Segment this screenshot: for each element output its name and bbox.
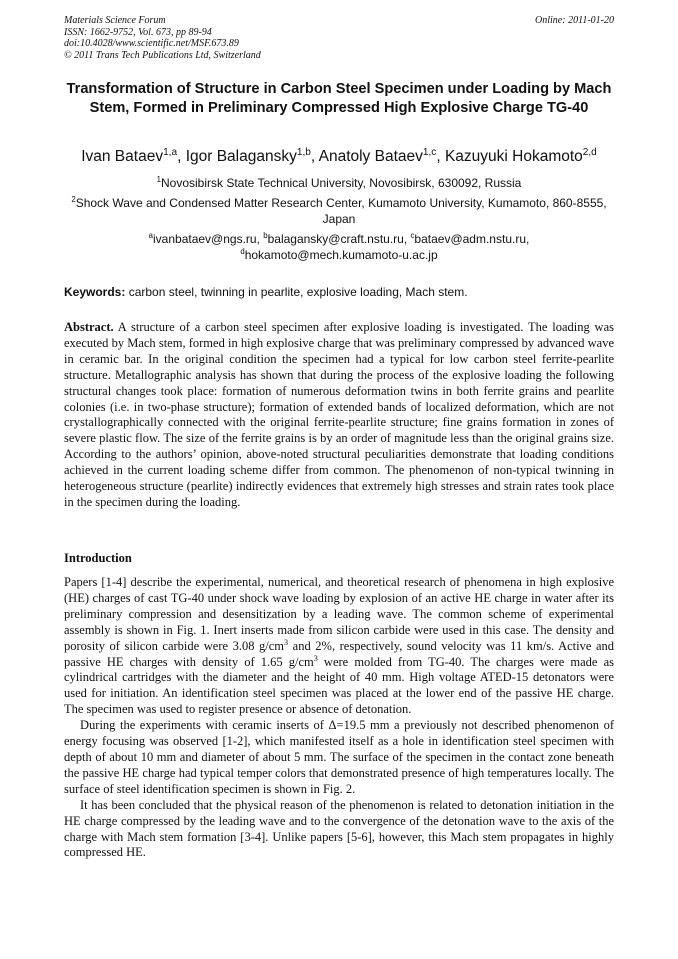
paragraph-text: and 2%, respectively, sound velocity was 11 km/s. Active and passive HE charges with density of 1.65 g/cm [64,638,614,669]
paragraph-text: were molded from TG-40. The charges were made as cylindrical cartridges with the diameter and the height of 40 mm. High voltage ATED-15 detonators were used for initiation. An identification steel specimen was placed at the lower end of the passive HE charge. The specimen was used to register presence or absence of detonation. [64,654,614,717]
email-mark: b [263,231,268,240]
introduction-body [64,575,614,861]
unit-exponent: 3 [313,653,318,663]
keywords-text: carbon steel, twinning in pearlite, explosive loading, Mach stem. [128,285,468,299]
paragraph: During the experiments with ceramic inserts of Δ=19.5 mm a previously not described phenomenon of energy focusing was observed [1-2], which manifested itself as a hole in identification steel specimen with depth of about 10 mm and diameter of about 5 mm. The surface of the specimen in the contact zone beneath the passive HE charge had typical temper colors that demonstrated presence of high temperatures locally. The surface of steel identification specimen is shown in Fig. 2. [64,718,614,796]
affiliation-text: Novosibirsk State Technical University, Novosibirsk, 630092, Russia [160,176,522,190]
author-separator: , [177,148,186,165]
affiliation-text: Shock Wave and Condensed Matter Research Center, Kumamoto University, Kumamoto, 860-8555, Japan [75,196,607,226]
email-address[interactable]: bataev@adm.nstu.ru, [414,232,530,246]
email-address[interactable]: balagansky@craft.nstu.ru, [267,232,411,246]
author-name: Ivan Bataev [81,148,164,165]
author-name: Kazuyuki Hokamoto [444,148,583,165]
keywords [64,285,614,300]
author-name: Igor Balagansky [185,148,297,165]
abstract-text: A structure of a carbon steel specimen after explosive loading is investigated. The loading was executed by Mach stem, formed in high explosive charge that was preliminary compressed by advanced wave in ceramic bar. In the original condition the specimen had a typical for low carbon steel ferrite-pearlite structure. Metallographic analysis has shown that during the process of the explosive loading the following structural changes took place: formation of numerous deformation twins in both ferrite grains and pearlite colonies (i.e. in two-phase structure); formation of extended bands of localized deformation, which are not crystallographically connected with the original ferrite-pearlite structure; fine grains formation in zones of severe plastic flow. The size of the ferrite grains is by an order of magnitude less than the original grains size. According to the authors’ opinion, above-noted structural peculiarities demonstrate that loading conditions achieved in the current loading scheme differ from common. The phenomenon of non-typical twinning in heterogeneous structure (pearlite) indirectly evidences that extremely high stresses and strain rates took place in the specimen during the loading. [64,320,614,509]
paragraph [64,575,614,718]
author-affiliation-mark: 1,b [296,146,311,158]
affiliation-2 [64,195,614,227]
author-separator: , [310,148,319,165]
online-date: Online: 2011-01-20 [535,15,614,26]
journal-doi: doi:10.4028/www.scientific.net/MSF.673.89 [64,38,239,49]
author-list [40,147,638,166]
journal-copyright: © 2011 Trans Tech Publications Ltd, Switzerland [64,49,261,61]
section-heading-introduction: Introduction [64,551,132,565]
author-name: Anatoly Bataev [318,148,423,165]
author-affiliation-mark: 2,d [582,146,597,158]
author-separator: , [436,148,445,165]
affiliation-mark: 1 [156,175,161,184]
email-address[interactable]: hokamoto@mech.kumamoto-u.ac.jp [244,248,438,262]
keywords-label: Keywords: [64,285,126,299]
journal-info [64,15,261,61]
paragraph-text: Papers [1-4] describe the experimental, numerical, and theoretical research of phenomena in high explosive (HE) charges of cast TG-40 under shock wave loading by explosion of an active HE charge in water after its preliminary compression and desensitization by a leading wave. The common scheme of experimental assembly is shown in Fig. 1. Inert inserts made from silicon carbide were used in this case. The density and porosity of silicon carbide were 3.08 g/cm [64,575,614,653]
abstract [64,320,614,511]
affiliation-1 [64,175,614,191]
email-mark: c [410,231,415,240]
paragraph: It has been concluded that the physical reason of the phenomenon is related to detonation initiation in the HE charge compressed by the leading wave and to the convergence of the detonation wave to the axis of the charge with Mach stem formation [3-4]. Unlike papers [5-6], however, this Mach stem propagates in highly compressed HE. [64,797,614,860]
affiliation-mark: 2 [71,195,76,204]
author-affiliation-mark: 1,a [163,146,178,158]
journal-name: Materials Science Forum [64,15,166,26]
email-mark: d [240,247,245,256]
author-affiliation-mark: 1,c [422,146,437,158]
author-emails [64,231,614,263]
paper-title: Transformation of Structure in Carbon Steel Specimen under Loading by Mach Stem, Formed in Preliminary Compressed High Explosive Charge TG-40 [66,81,612,116]
email-address[interactable]: ivanbataev@ngs.ru, [153,232,264,246]
unit-exponent: 3 [284,637,289,647]
journal-issn: ISSN: 1662-9752, Vol. 673, pp 89-94 [64,26,212,38]
email-mark: a [148,231,153,240]
abstract-label: Abstract. [64,320,114,334]
